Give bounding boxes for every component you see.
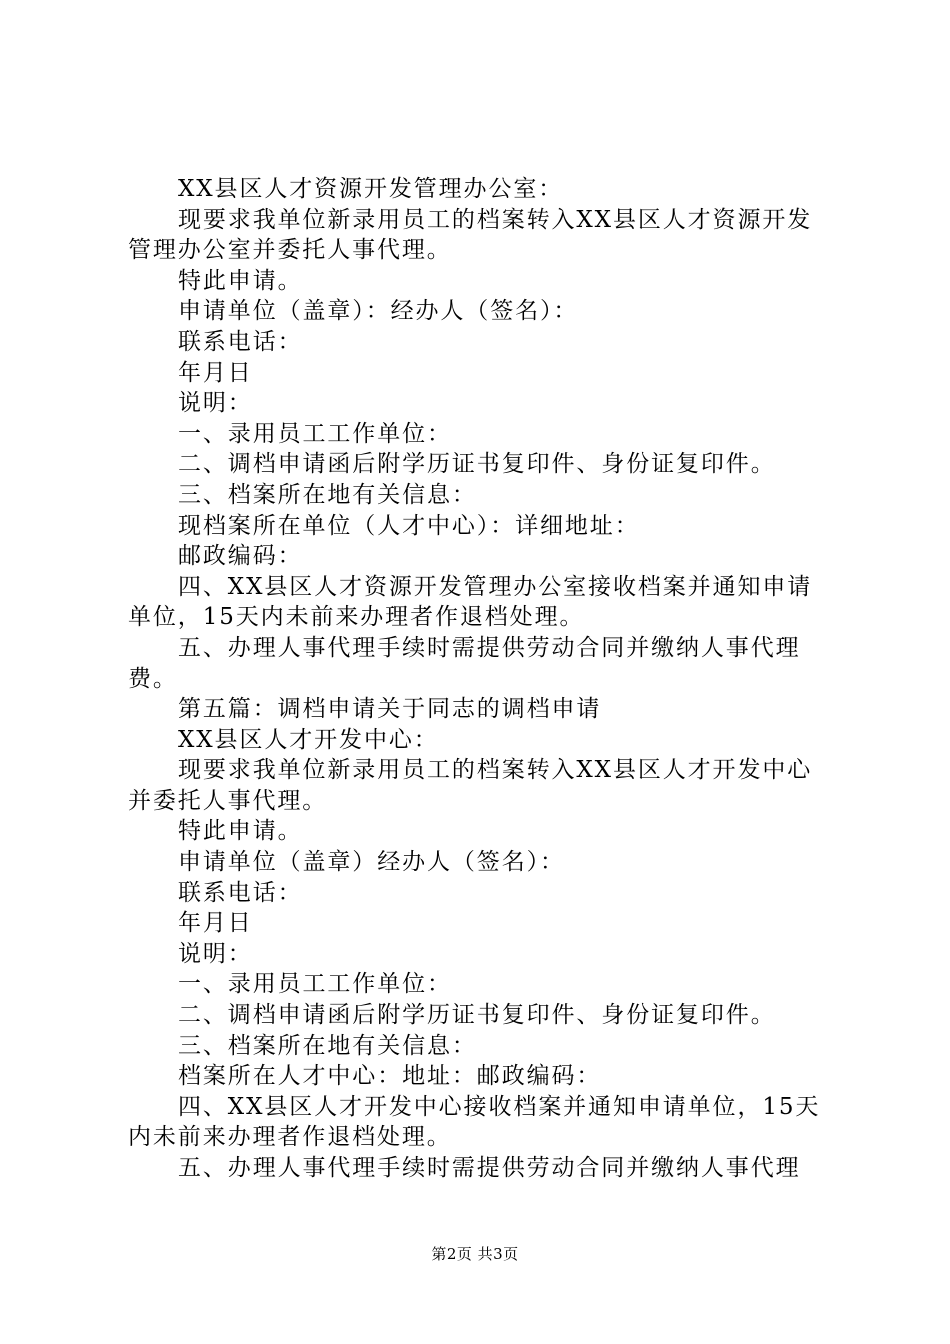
text-line: 年月日 bbox=[178, 359, 253, 386]
text-line: 内未前来办理者作退档处理。 bbox=[128, 1124, 452, 1151]
text-line: 特此申请。 bbox=[178, 818, 303, 845]
text-line: 邮政编码： bbox=[178, 543, 303, 570]
text-line: 现要求我单位新录用员工的档案转入XX县区人才资源开发 bbox=[178, 206, 813, 233]
text-line: 申请单位（盖章）经办人（签名）： bbox=[178, 849, 565, 876]
text-line: 特此申请。 bbox=[178, 267, 303, 294]
text-line: 现档案所在单位（人才中心）：详细地址： bbox=[178, 512, 640, 539]
text-line: 说明： bbox=[178, 390, 253, 417]
text-line: 四、XX县区人才资源开发管理办公室接收档案并通知申请 bbox=[178, 573, 813, 600]
text-line: XX县区人才资源开发管理办公室： bbox=[178, 176, 564, 202]
text-line: 联系电话： bbox=[178, 879, 303, 906]
text-line: 二、调档申请函后附学历证书复印件、身份证复印件。 bbox=[178, 451, 776, 478]
text-line: 联系电话： bbox=[178, 328, 303, 355]
text-line: 年月日 bbox=[178, 910, 253, 937]
document-body bbox=[128, 174, 832, 1184]
text-line: 费。 bbox=[128, 665, 178, 692]
text-line: 三、档案所在地有关信息： bbox=[178, 1032, 477, 1059]
text-line: XX县区人才开发中心： bbox=[178, 726, 439, 753]
text-line: 五、办理人事代理手续时需提供劳动合同并缴纳人事代理 bbox=[178, 634, 801, 661]
section-heading: 第五篇：调档申请关于同志的调档申请 bbox=[178, 696, 602, 723]
text-line: 单位，15天内未前来办理者作退档处理。 bbox=[128, 604, 585, 631]
text-line: 一、录用员工工作单位： bbox=[178, 420, 452, 447]
text-line: 申请单位（盖章）：经办人（签名）： bbox=[178, 298, 579, 325]
text-line: 说明： bbox=[178, 940, 253, 967]
text-line: 三、档案所在地有关信息： bbox=[178, 481, 477, 508]
text-line: 五、办理人事代理手续时需提供劳动合同并缴纳人事代理 bbox=[178, 1155, 801, 1181]
text-line: 档案所在人才中心：地址：邮政编码： bbox=[178, 1063, 602, 1090]
text-line: 现要求我单位新录用员工的档案转入XX县区人才开发中心 bbox=[178, 757, 813, 784]
text-line: 二、调档申请函后附学历证书复印件、身份证复印件。 bbox=[178, 1002, 776, 1029]
text-line: 并委托人事代理。 bbox=[128, 787, 328, 814]
page-number-footer: 第2页 共3页 bbox=[431, 1245, 519, 1263]
text-line: 四、XX县区人才开发中心接收档案并通知申请单位，15天 bbox=[178, 1093, 821, 1120]
text-line: 一、录用员工工作单位： bbox=[178, 971, 452, 998]
text-line: 管理办公室并委托人事代理。 bbox=[128, 237, 452, 264]
